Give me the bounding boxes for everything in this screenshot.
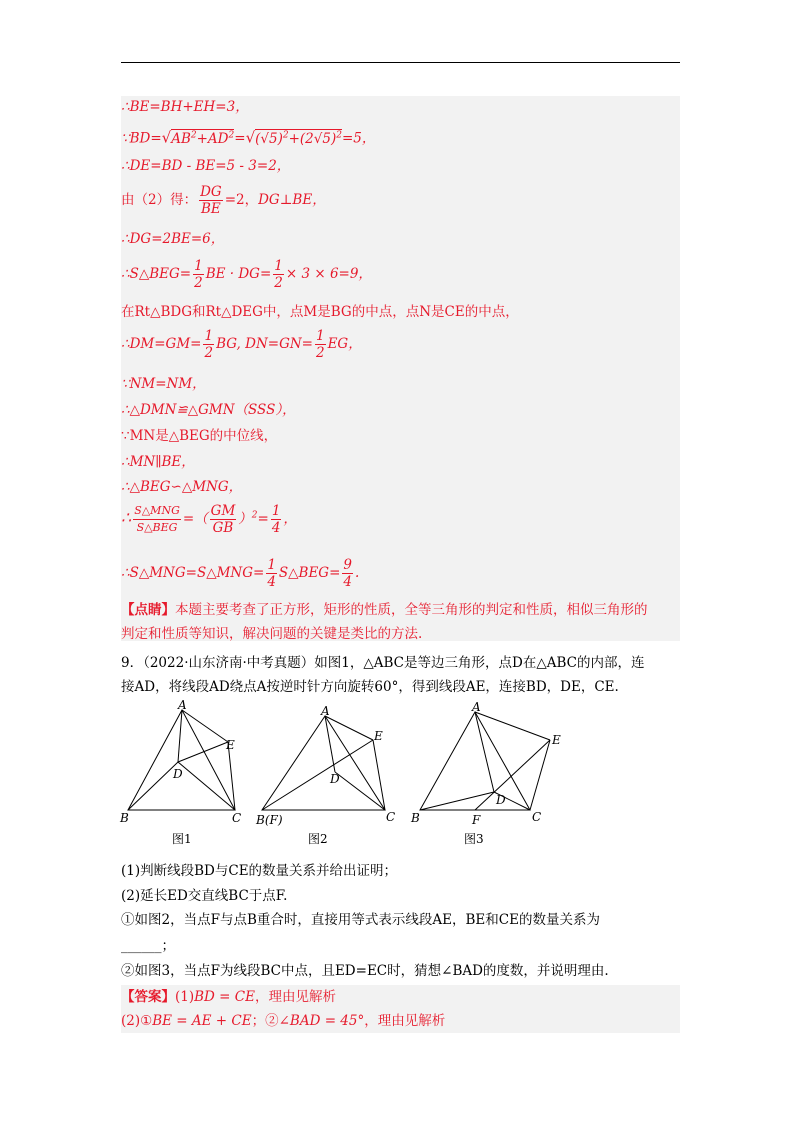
solution-line-14: ∴ $\frac{\text{S△MNG}}{\text{S△BEG}}$ =（ $\frac{GM}{GB}$ ）$^2$= $\frac{1}{4}$ ，	[121, 503, 297, 536]
fig3-label-c: C	[532, 810, 542, 824]
problem-part-5: ②如图3，当点F为线段BC中点，且ED=EC时，猜想∠BAD的度数，并说明理由.	[121, 963, 609, 979]
figure-1-lines	[128, 710, 235, 810]
fraction-half-1: $\frac{1}{2}$	[194, 258, 203, 291]
fig3-caption: 图3	[464, 832, 484, 846]
comment-line-2: 判定和性质等知识，解决问题的关键是类比的方法.	[121, 626, 423, 642]
problem-part-3: ①如图2，当点F与点B重合时，直接用等式表示线段AE，BE和CE的数量关系为	[121, 912, 600, 928]
fig2-label-c: C	[386, 810, 396, 824]
figure-3-lines	[420, 712, 550, 810]
fraction-half-4: $\frac{1}{2}$	[315, 328, 325, 361]
fig2-label-bf: B(F)	[256, 813, 283, 827]
answer-line-1: 【答案】(1)BD = CE，理由见解析	[121, 989, 336, 1005]
problem-line-1: 9．（2022·山东济南·中考真题）如图1，△ABC是等边三角形，点D在△ABC的内部，连	[121, 655, 645, 671]
solution-line-11: ∵MN是△BEG的中位线，	[121, 428, 278, 444]
answer-line-2: (2)①BE = AE + CE；②∠BAD = 45°，理由见解析	[121, 1013, 446, 1029]
problem-part-4: ______；	[121, 938, 175, 954]
fraction-half-2: $\frac{1}{2}$	[274, 258, 283, 291]
fraction-half-3: $\frac{1}{2}$	[204, 328, 214, 361]
solution-line-1: ∴BE=BH+EH=3，	[121, 99, 249, 115]
solution-line-5: ∴DG=2BE=6，	[121, 231, 225, 247]
fraction-quarter-1: $\frac{1}{4}$	[271, 503, 281, 536]
solution-line-15: ∴S△MNG=S△MNG= $\frac{1}{4}$ S△BEG= $\frac{9}{4}$ .	[121, 557, 360, 590]
fig1-caption: 图1	[172, 832, 192, 846]
solution-line-7: 在Rt△BDG和Rt△DEG中，点M是BG的中点，点N是CE的中点，	[121, 304, 519, 320]
figure-2-lines	[262, 716, 385, 810]
problem-part-1: (1)判断线段BD与CE的数量关系并给出证明；	[121, 863, 398, 879]
solution-line-12: ∴MN∥BE，	[121, 454, 195, 470]
fig2-label-a: A	[321, 704, 330, 718]
problem-part-2: (2)延长ED交直线BC于点F.	[121, 888, 288, 904]
solution-line-13: ∴△BEG∽△MNG，	[121, 479, 243, 495]
solution-line-9: ∵NM=NM，	[121, 376, 206, 392]
fig1-label-b: B	[120, 811, 129, 825]
fig3-label-f: F	[472, 813, 481, 827]
solution-line-4: 由（2）得： $\frac{DG}{BE}$ =2，DG⊥BE，	[121, 184, 326, 217]
problem-line-2: 接AD，将线段AD绕点A按逆时针方向旋转60°，得到线段AE，连接BD，DE，CE.	[121, 679, 619, 695]
fig3-label-e: E	[552, 733, 561, 747]
geometry-figures	[110, 700, 590, 850]
fig3-label-a: A	[472, 700, 481, 714]
fig2-label-e: E	[374, 729, 383, 743]
fraction-dg-be: $\frac{DG}{BE}$	[200, 184, 222, 217]
fig2-label-d: D	[330, 772, 340, 786]
fig1-label-a: A	[178, 700, 187, 712]
fraction-quarter-2: $\frac{1}{4}$	[267, 557, 276, 590]
fraction-nine-quarters: $\frac{9}{4}$	[343, 557, 353, 590]
solution-line-6: ∴S△BEG= $\frac{1}{2}$ BE · DG= $\frac{1}{2}$ × 3 × 6=9，	[121, 258, 372, 291]
fig3-label-b: B	[411, 811, 420, 825]
header-rule	[121, 62, 680, 63]
solution-line-8: ∴DM=GM= $\frac{1}{2}$ BG, DN=GN= $\frac{1}{2}$ EG，	[121, 328, 362, 361]
solution-line-3: ∴DE=BD - BE=5 - 3=2，	[121, 158, 291, 174]
solution-line-2: $\because BD=√AB^2+AD^2=√(√5)^2+(2√5)^2=5$，	[121, 128, 376, 147]
fraction-gm-gb: $\frac{GM}{GB}$	[210, 503, 236, 536]
fig2-caption: 图2	[308, 832, 328, 846]
fig1-label-c: C	[232, 811, 242, 825]
fig1-label-e: E	[226, 738, 235, 752]
comment-line-1: 【点睛】本题主要考查了正方形，矩形的性质，全等三角形的判定和性质，相似三角形的	[121, 602, 648, 618]
fig3-label-d: D	[496, 793, 506, 807]
fraction-area-ratio: $\frac{\text{S△MNG}}{\text{S△BEG}}$	[134, 504, 180, 534]
fig1-label-d: D	[173, 767, 183, 781]
solution-line-10: ∴△DMN≌△GMN（SSS），	[121, 402, 296, 418]
